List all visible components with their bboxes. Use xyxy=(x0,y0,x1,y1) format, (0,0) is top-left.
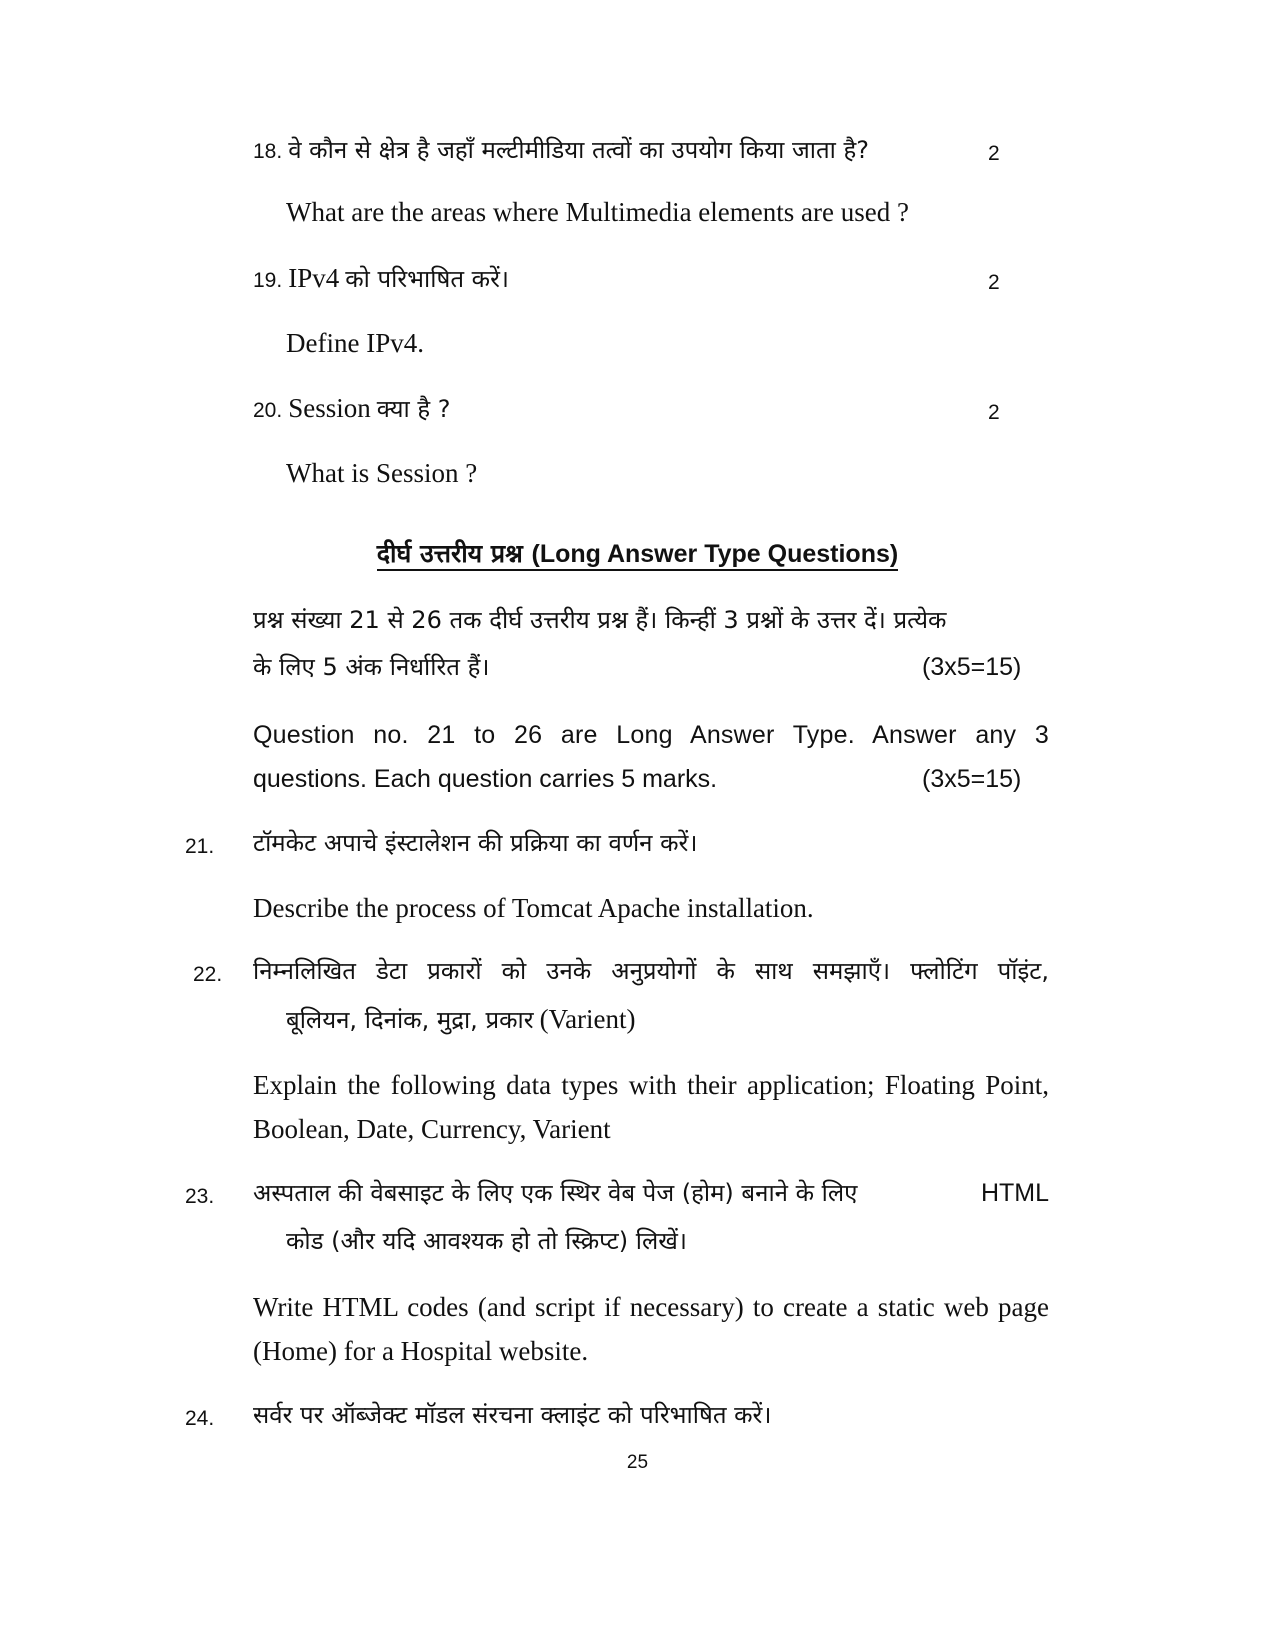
section-heading-english: (Long Answer Type Questions) xyxy=(532,540,899,571)
q21-number: 21. xyxy=(185,835,215,858)
question-text-hindi: बूलियन, दिनांक, मुद्रा, प्रकार xyxy=(286,1006,534,1034)
instructions-english-marks: (3x5=15) xyxy=(922,765,1022,793)
instructions-hindi-line2: के लिए 5 अंक निर्धारित हैं। xyxy=(253,653,490,681)
instructions-hindi-line1 xyxy=(253,605,1049,635)
q19-marks: 2 xyxy=(988,271,1000,294)
page-number: 25 xyxy=(626,1452,649,1473)
q21-english: Describe the process of Tomcat Apache installation. xyxy=(253,893,814,923)
q23-hindi-line2: कोड (और यदि आवश्यक हो तो स्क्रिप्ट) लिखें। xyxy=(286,1227,687,1255)
q23-hindi-line1 xyxy=(253,1178,1049,1208)
q23-english-line2: (Home) for a Hospital website. xyxy=(253,1336,589,1366)
question-number: 20. xyxy=(253,399,283,422)
q23-english-line1: Write HTML codes (and script if necessary) to create a static web page xyxy=(253,1292,1049,1322)
q19-hindi xyxy=(253,263,509,296)
q22-number: 22. xyxy=(193,963,223,986)
q22-hindi-line2 xyxy=(286,1004,636,1035)
q22-hindi-line1: निम्नलिखित डेटा प्रकारों को उनके अनुप्रयोगों के साथ समझाएँ। फ्लोटिंग पॉइंट, xyxy=(253,957,1049,985)
instructions-english-line1: Question no. 21 to 26 are Long Answer Type. Answer any 3 xyxy=(253,721,1049,749)
q24-hindi: सर्वर पर ऑब्जेक्ट मॉडल संरचना क्लाइंट को परिभाषित करें। xyxy=(253,1401,772,1429)
q19-english: Define IPv4. xyxy=(286,328,424,358)
question-text-hindi: अस्पताल की वेबसाइट के लिए एक स्थिर वेब पेज (होम) बनाने के लिए xyxy=(253,1179,858,1207)
question-term: HTML xyxy=(980,1179,1049,1207)
question-term: IPv4 xyxy=(288,263,340,293)
q18-hindi xyxy=(253,135,869,167)
q20-english: What is Session ? xyxy=(286,458,478,488)
section-heading-hindi: दीर्घ उत्तरीय प्रश्न xyxy=(377,539,523,571)
instructions-hindi-marks: (3x5=15) xyxy=(922,653,1022,681)
section-heading-underline xyxy=(377,539,898,571)
q20-hindi xyxy=(253,393,450,426)
question-term: (Varient) xyxy=(539,1004,636,1034)
question-text-hindi: वे कौन से क्षेत्र है जहाँ मल्टीमीडिया तत्वों का उपयोग किया जाता है? xyxy=(288,136,870,164)
q22-english-line1: Explain the following data types with their application; Floating Point, xyxy=(253,1070,1049,1100)
q18-marks: 2 xyxy=(988,142,1000,165)
section-heading xyxy=(0,538,1275,570)
instructions-text: प्रश्न संख्या 21 से 26 तक दीर्घ उत्तरीय प्रश्न हैं। किन्हीं 3 प्रश्नों के उत्तर दें। प्रत्येक xyxy=(253,606,947,634)
q23-number: 23. xyxy=(185,1185,215,1208)
question-text-hindi: क्या है ? xyxy=(376,395,451,423)
q24-number: 24. xyxy=(185,1407,215,1430)
question-number: 18. xyxy=(253,140,283,163)
q21-hindi: टॉमकेट अपाचे इंस्टालेशन की प्रक्रिया का वर्णन करें। xyxy=(253,829,698,857)
instructions-english-line2: questions. Each question carries 5 marks. xyxy=(253,765,718,793)
question-term: Session xyxy=(288,393,371,423)
q20-marks: 2 xyxy=(988,401,1000,424)
q18-english: What are the areas where Multimedia elements are used ? xyxy=(286,197,909,227)
question-number: 19. xyxy=(253,269,283,292)
q22-english-line2: Boolean, Date, Currency, Varient xyxy=(253,1114,611,1144)
question-text-hindi: को परिभाषित करें। xyxy=(345,265,509,293)
